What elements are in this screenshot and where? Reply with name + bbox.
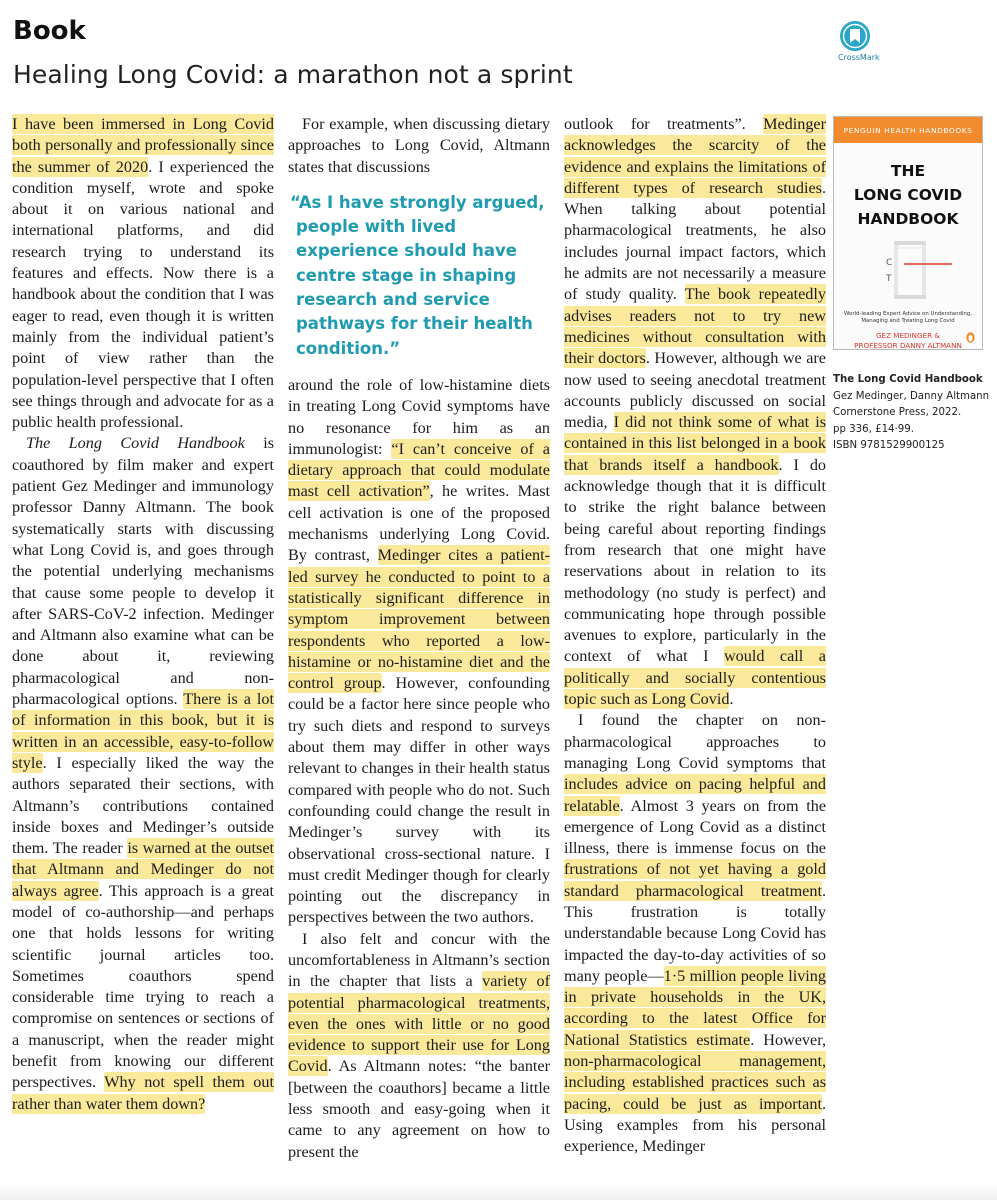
text-run: . I experienced the condition myself, wrote and spoke about it on various national and international platforms, and did research trying to understand its features and effects. Now there is a handbook about the condition that I was eager to read, even though it is written mainly from the individual patient’s point of view rather than the population-level perspective that I often see things through and advocate for as a public health professional. (12, 157, 274, 432)
paragraph (12, 114, 274, 433)
paragraph (564, 114, 826, 710)
highlighted-text: The book repeatedly advises readers not to try new medicines without consultation with their doctors (564, 285, 826, 368)
cover-art-letter: C (886, 258, 893, 268)
cover-illustration (834, 239, 982, 301)
text-run: . As Altmann notes: “the banter [between the coauthors] became a little less smooth and easy-going when it came to any agreement on how to present the (288, 1057, 550, 1161)
page-bottom-edge (0, 1184, 997, 1200)
text-run: . (729, 690, 734, 709)
cover-title-line: THE (890, 162, 926, 180)
text-run: . Almost 3 years on from the emergence of Long Covid as a distinct illness, there is immense focus on the (564, 796, 826, 858)
paragraph (288, 929, 550, 1163)
article-column-2 (288, 114, 550, 1163)
cover-series-band: PENGUIN HEALTH HANDBOOKS (834, 117, 982, 143)
text-run: I also felt and concur with the uncomfortableness in Altmann’s section in the chapter that lists a (288, 929, 550, 991)
text-run: . However, confounding could be a factor here since people who try such diets and respond to surveys about them may differ in other ways relevant to changes in their health status compared with people who do not. Such confounding could change the result in Medinger’s survey with its observational cross-sectional nature. I must credit Medinger though for clearly pointing out the discrepancy in perspectives between the two authors. (288, 674, 550, 927)
text-run: around the role of low-histamine diets in treating Long Covid symptoms have no resonance for him as an immunologist: (288, 375, 550, 458)
book-isbn: ISBN 9781529900125 (833, 440, 945, 451)
cover-art-letter: T (886, 274, 892, 284)
paragraph (288, 375, 550, 929)
highlighted-text: I did not think some of what is contained in this list belonged in a book that brands itself a handbook (564, 413, 826, 474)
penguin-logo-icon (966, 332, 975, 343)
paragraph (288, 114, 550, 178)
text-run: I found the chapter on non-pharmacological approaches to managing Long Covid symptoms that (564, 711, 826, 772)
highlighted-text: Medinger cites a patient-led survey he conducted to point to a statistically significant difference in symptom improvement between respondents who reported a low-histamine or no-histamine diet and the control group (288, 546, 550, 693)
text-run: outlook for treatments”. (564, 115, 764, 133)
text-run: . I especially liked the way the authors separated their sections, with Altmann’s contributions contained inside boxes and Medinger’s outside them. The reader (12, 753, 274, 858)
book-cover (833, 116, 983, 350)
text-run: , he writes. Mast cell activation is one of the proposed mechanisms underlying Long Covid. By contrast, (288, 482, 551, 565)
cover-author-line: GEZ MEDINGER & (875, 331, 941, 340)
cover-subtitle: World-leading Expert Advice on Understanding, Managing and Treating Long Covid (844, 311, 972, 324)
text-run: . Using examples from his personal experience, Medinger (564, 1094, 826, 1156)
paragraph (564, 710, 826, 1157)
highlighted-text: variety of potential pharmacological treatments, even the ones with little or no good evidence to support their use for Long Covid (288, 972, 550, 1076)
book-pages-price: pp 336, £14·99. (833, 423, 914, 435)
text-run: . When talking about potential pharmacological treatments, he also includes journal impact factors, which he admits are not necessarily a measure of study quality. (564, 178, 826, 304)
cover-bracket-graphic (834, 239, 982, 301)
highlighted-text: is warned at the outset that Altmann and Medinger do not always agree (12, 839, 274, 900)
pull-quote: “As I have strongly argued, people with lived experience should have centre stage in shaping research and service pathways for their health condition.” (290, 192, 545, 358)
highlighted-text: includes advice on pacing helpful and relatable (564, 775, 826, 815)
highlighted-text: I have been immersed in Long Covid both personally and professionally since the summer of 2020 (12, 115, 274, 176)
highlighted-text: Medinger acknowledges the scarcity of the evidence and explains the limitations of different types of research studies (564, 115, 826, 197)
highlighted-text: There is a lot of information in this book, but it is written in an accessible, easy-to-follow style (12, 690, 274, 772)
article-column-3 (564, 114, 826, 1158)
crossmark-icon (839, 20, 871, 52)
crossmark-label: CrossMark (838, 53, 880, 62)
cover-author-line: PROFESSOR DANNY ALTMANN (854, 341, 962, 350)
text-run: . I do acknowledge though that it is difficult to strike the right balance between being careful about reporting findings from research that one might have reservations about in relation to its methodology (no study is perfect) and communicating hope through possible avenues to explore, particularly in the context of what I (564, 455, 827, 666)
book-publisher: Cornerstone Press, 2022. (833, 407, 962, 418)
highlighted-text: Why not spell them out rather than water them down? (12, 1073, 274, 1113)
text-run: . However, (750, 1030, 826, 1049)
highlighted-text: frustrations of not yet having a gold standard pharmacological treatment (564, 860, 826, 900)
cover-title-line: LONG COVID (853, 186, 963, 204)
article-column-1 (12, 114, 274, 1115)
crossmark-badge[interactable] (838, 20, 880, 62)
book-authors: Gez Medinger, Danny Altmann (833, 390, 990, 402)
text-run: . This approach is a great model of co-authorship—and perhaps one that holds lessons for writing scientific journal articles too. Sometimes coauthors spend considerable time trying to reach a compromise on sentences or sections of a manuscript, when the reader might benefit from knowing our different perspectives. (12, 881, 274, 1092)
book-title: The Long Covid Handbook (833, 374, 983, 385)
cover-authors (834, 331, 982, 351)
book-details (833, 372, 993, 455)
text-run: For example, when discussing dietary approaches to Long Covid, Altmann states that discussions (288, 115, 550, 176)
cover-title-line: HANDBOOK (857, 210, 959, 228)
cover-title (834, 159, 982, 231)
text-run: . This frustration is totally understandable because Long Covid has impacted the day-to-day activities of so many people— (564, 881, 826, 985)
highlighted-text: “I can’t conceive of a dietary approach that could modulate mast cell activation” (288, 439, 550, 501)
text-run: The Long Covid Handbook (26, 434, 245, 453)
highlighted-text: 1·5 million people living in private households in the UK, according to the latest Office for National Statistics estimate (564, 966, 826, 1049)
text-run: is coauthored by film maker and expert patient Gez Medinger and immunology professor Danny Altmann. The book systematically starts with discussing what Long Covid is, and goes through the potential underlying mechanisms that cause some people to develop it after SARS-CoV-2 infection. Medinger and Altmann also examine what can be done about it, reviewing pharmacological and non-pharmacological options. (12, 434, 274, 709)
section-label: Book (13, 16, 86, 46)
highlighted-text: would call a politically and socially contentious topic such as Long Covid (564, 647, 826, 709)
paragraph (12, 433, 274, 1115)
text-run: . However, although we are now used to seeing anecdotal treatment accounts publicly discussed on social media, (564, 349, 826, 432)
highlighted-text: non-pharmacological management, including established practices such as pacing, could be just as important (564, 1052, 826, 1113)
article-title: Healing Long Covid: a marathon not a sprint (13, 60, 573, 89)
